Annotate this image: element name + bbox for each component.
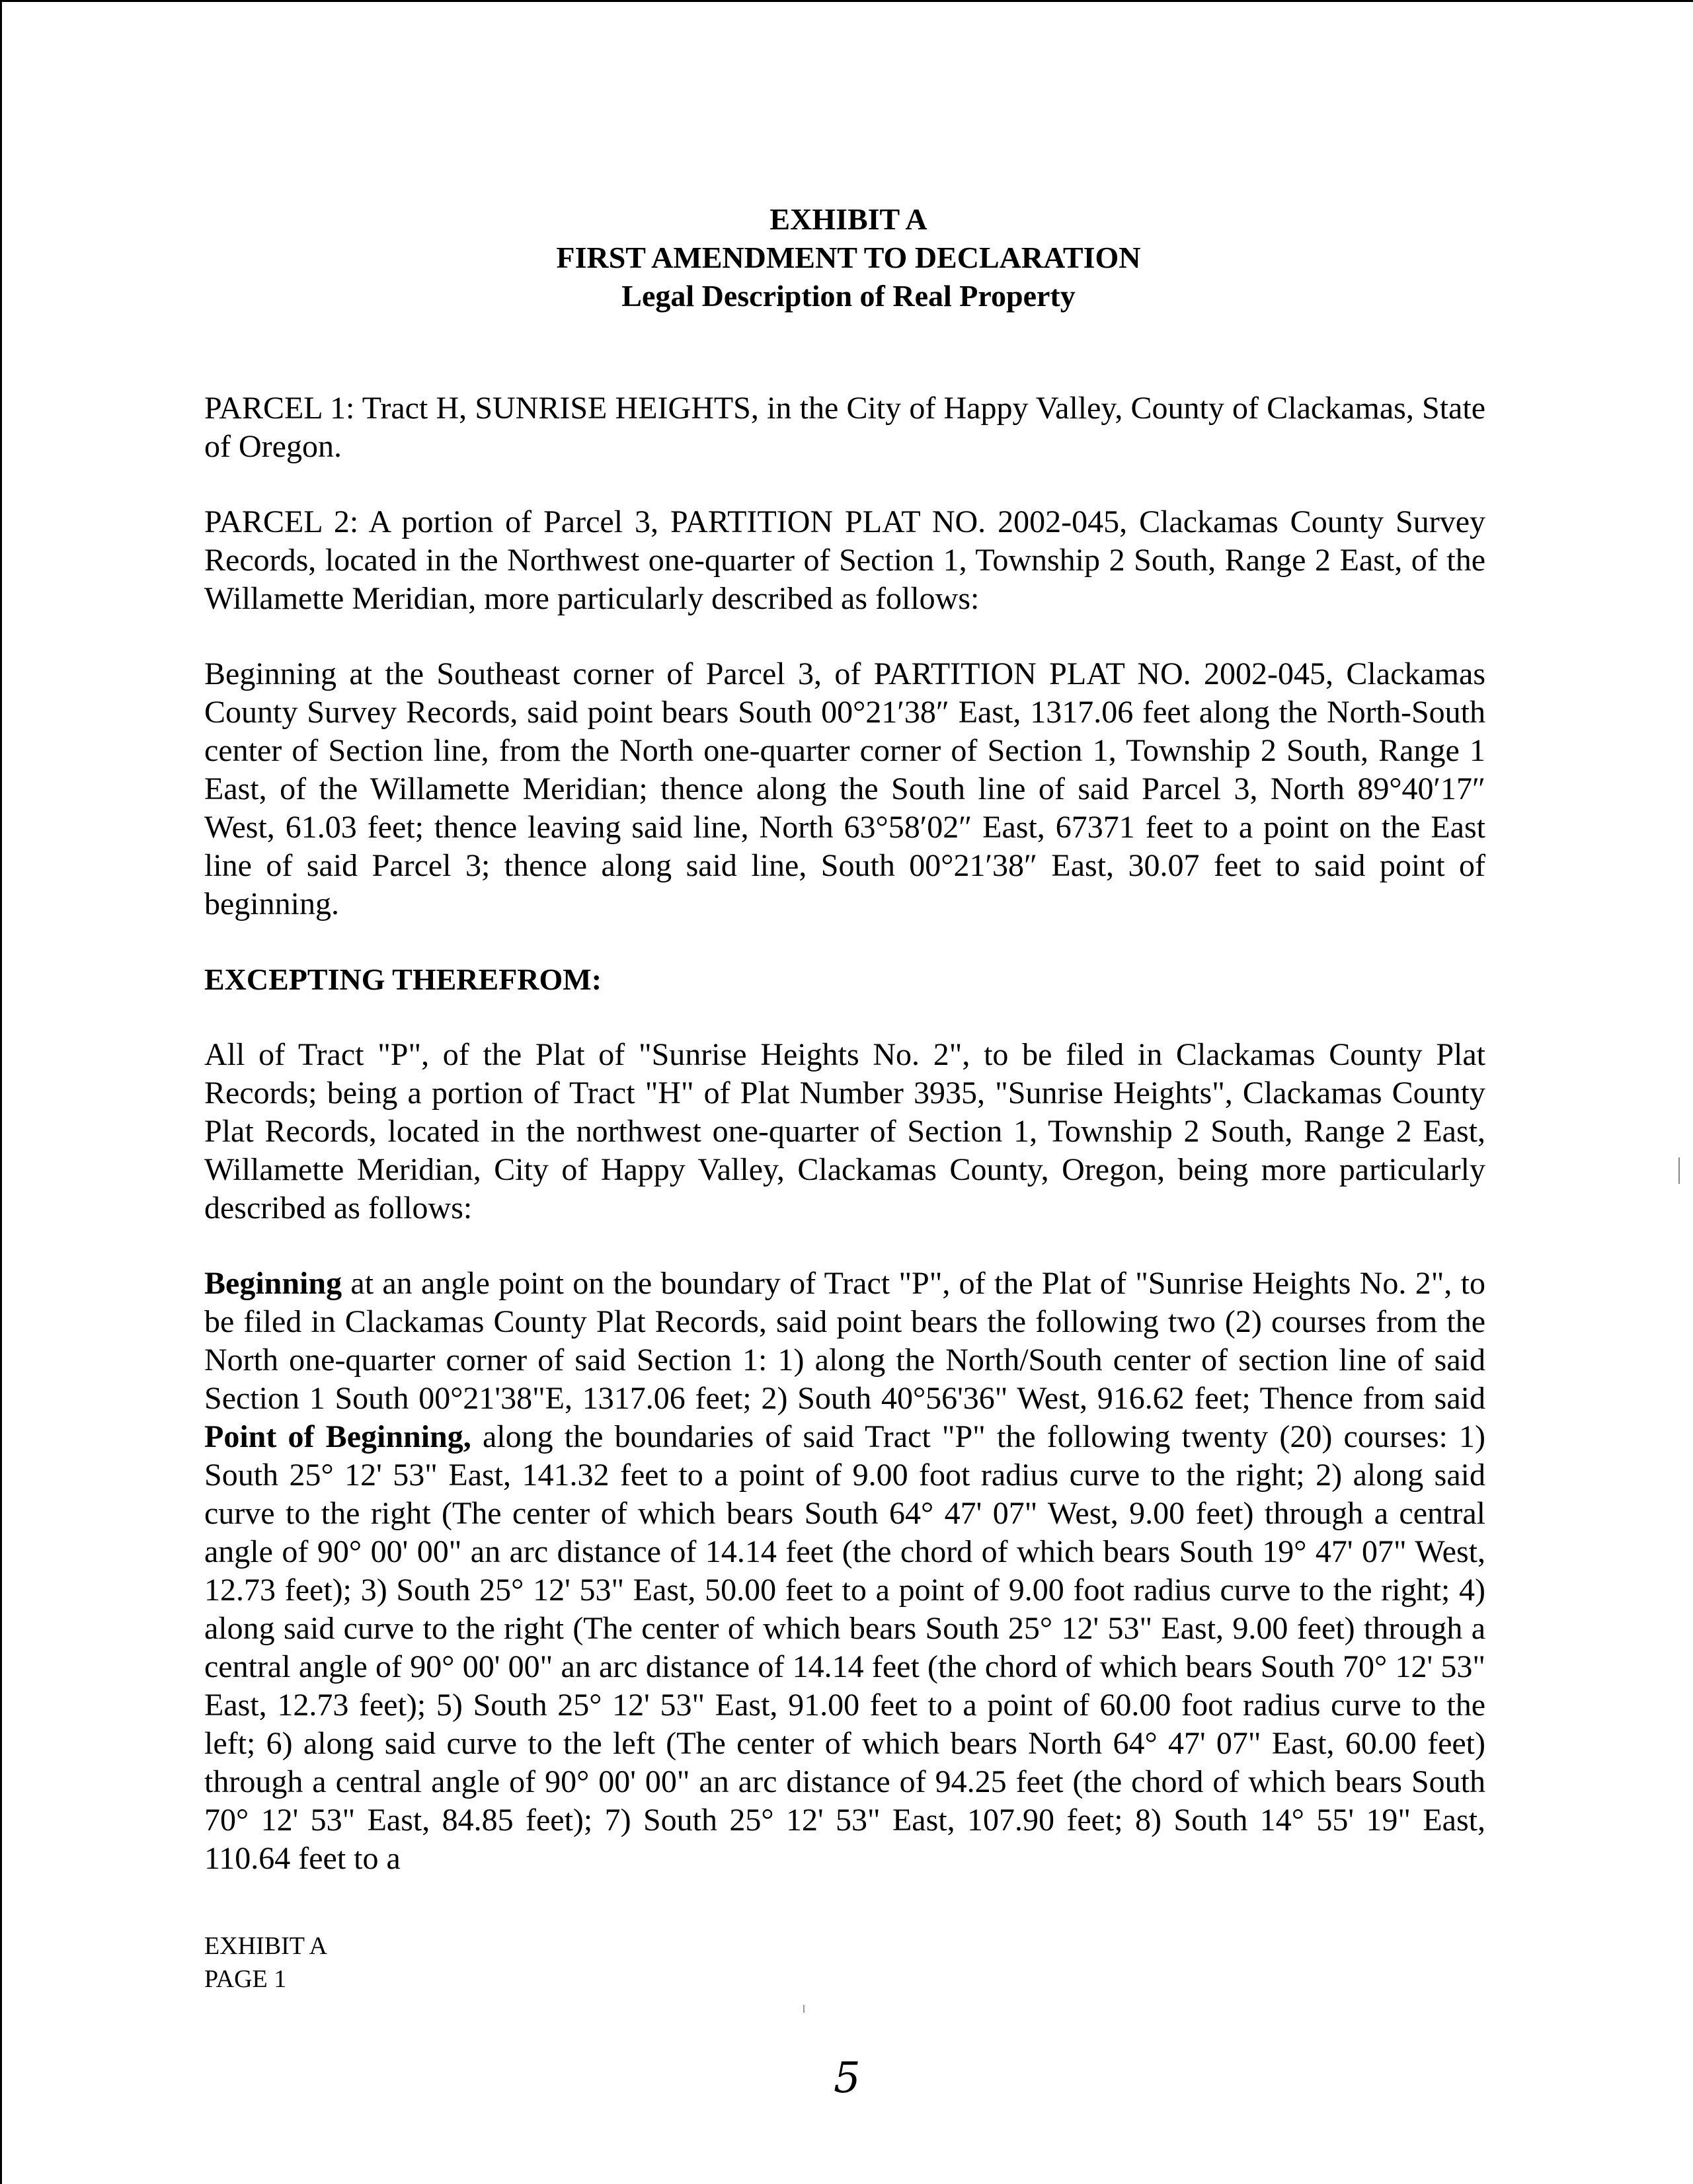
parcel-2-paragraph: PARCEL 2: A portion of Parcel 3, PARTITION PLAT NO. 2002-045, Clackamas County Survey Records, located in the Northwest one-quarter of Section 1, Township 2 South, Range 2 East, of the Willamette Meridian, more particularly described as follows: xyxy=(204,504,1485,616)
document-header xyxy=(2,200,1693,315)
margin-mark xyxy=(1678,1157,1680,1184)
parcel-1-paragraph: PARCEL 1: Tract H, SUNRISE HEIGHTS, in the City of Happy Valley, County of Clackamas, State of Oregon. xyxy=(204,391,1485,464)
document-body xyxy=(204,389,1485,1915)
courses-text-part-2: along the boundaries of said Tract "P" the following twenty (20) courses: 1) South 25° 12' 53" East, 141.32 feet to a point of 9.00 foot radius curve to the right; 2) along said curve to the right (The center of which bears South 64° 47' 07" West, 9.00 feet) through a central angle of 90° 00' 00" an arc distance of 14.14 feet (the chord of which bears South 19° 47' 07" West, 12.73 feet); 3) South 25° 12' 53" East, 50.00 feet to a point of 9.00 foot radius curve to the right; 4) along said curve to the right (The center of which bears South 25° 12' 53" East, 9.00 feet) through a central angle of 90° 00' 00" an arc distance of 14.14 feet (the chord of which bears South 70° 12' 53" East, 12.73 feet); 5) South 25° 12' 53" East, 91.00 feet to a point of 60.00 foot radius curve to the left; 6) along said curve to the left (The center of which bears North 64° 47' 07" East, 60.00 feet) through a central angle of 90° 00' 00" an arc distance of 94.25 feet (the chord of which bears South 70° 12' 53" East, 84.85 feet); 7) South 25° 12' 53" East, 107.90 feet; 8) South 14° 55' 19" East, 110.64 feet to a xyxy=(204,1419,1486,1876)
exhibit-title: EXHIBIT A xyxy=(769,202,927,236)
tract-p-courses-paragraph xyxy=(204,1265,1485,1878)
point-of-beginning-bold-text: Point of Beginning, xyxy=(204,1419,471,1454)
footer-page-label: PAGE 1 xyxy=(204,1965,287,1993)
legal-description-title: Legal Description of Real Property xyxy=(621,279,1076,313)
tract-p-paragraph: All of Tract "P", of the Plat of "Sunrise Heights No. 2", to be filed in Clackamas County Plat Records; being a portion of Tract "H" of Plat Number 3935, "Sunrise Heights", Clackamas County Plat Records, located in the northwest one-quarter of Section 1, Township 2 South, Range 2 East, Willamette Meridian, City of Happy Valley, Clackamas County, Oregon, being more particularly described as follows: xyxy=(204,1037,1485,1226)
amendment-title: FIRST AMENDMENT TO DECLARATION xyxy=(556,241,1141,274)
parcel-2-beginning-paragraph: Beginning at the Southeast corner of Parcel 3, of PARTITION PLAT NO. 2002-045, Clackamas County Survey Records, said point bears South 00°21′38″ East, 1317.06 feet along the North-South center of Section line, from the North one-quarter corner of Section 1, Township 2 South, Range 1 East, of the Willamette Meridian; thence along the South line of said Parcel 3, North 89°40′17″ West, 61.03 feet; thence leaving said line, North 63°58′02″ East, 67371 feet to a point on the East line of said Parcel 3; thence along said line, South 00°21′38″ East, 30.07 feet to said point of beginning. xyxy=(204,656,1485,921)
courses-text-part-1: at an angle point on the boundary of Tract "P", of the Plat of "Sunrise Heights No. 2", to be filed in Clackamas County Plat Records, said point bears the following two (2) courses from the North one-quarter corner of said Section 1: 1) along the North/South center of section line of said Section 1 South 00°21'38"E, 1317.06 feet; 2) South 40°56'36" West, 916.62 feet; Thence from said xyxy=(204,1266,1485,1416)
footer-exhibit-label: EXHIBIT A xyxy=(204,1932,328,1960)
scan-mark xyxy=(803,2005,805,2013)
page-footer xyxy=(204,1930,327,1996)
excepting-heading: EXCEPTING THEREFROM: xyxy=(204,962,602,996)
handwritten-page-number: 5 xyxy=(834,2054,861,2103)
beginning-bold-text: Beginning xyxy=(204,1266,342,1301)
